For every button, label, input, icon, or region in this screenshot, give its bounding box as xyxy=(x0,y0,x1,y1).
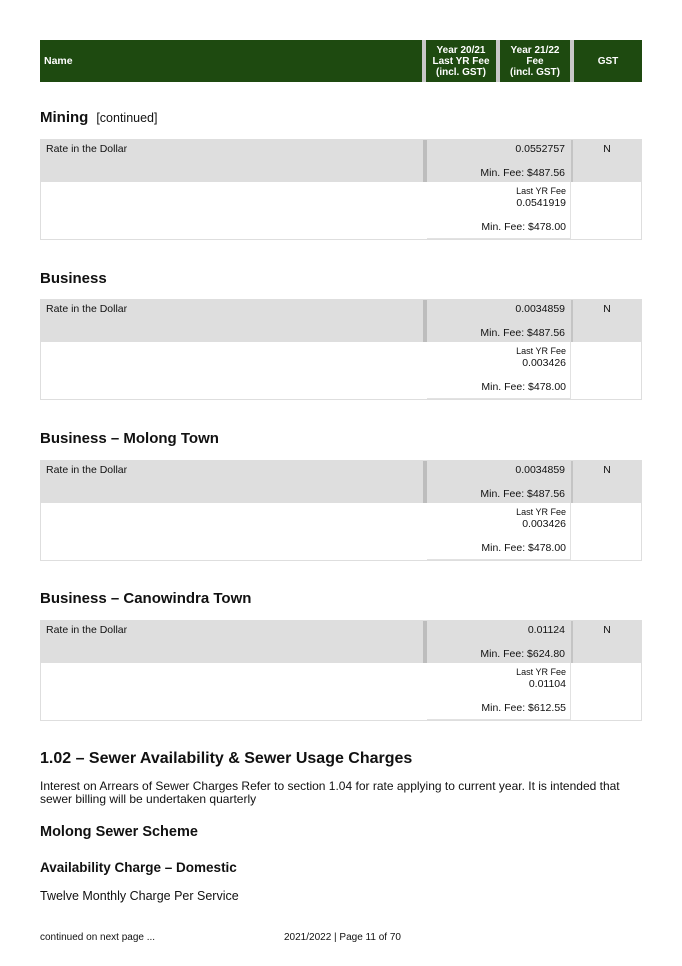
last-yr-label: Last YR Fee xyxy=(516,667,566,677)
header-col2-line2: Fee xyxy=(526,55,544,67)
last-yr-label: Last YR Fee xyxy=(516,507,566,517)
intro-paragraph: Interest on Arrears of Sewer Charges Refer to section 1.04 for rate applying to current year. It is intended that sewer billing will be undertaken quarterly xyxy=(40,779,620,806)
charge-description: Twelve Monthly Charge Per Service xyxy=(40,889,239,903)
last-yr-box xyxy=(427,182,571,239)
last-yr-value: 0.01104 xyxy=(528,678,566,690)
last-yr-min-fee: Min. Fee: $478.00 xyxy=(481,542,566,554)
header-col2-line3: (incl. GST) xyxy=(510,66,560,78)
last-yr-value: 0.003426 xyxy=(522,518,566,530)
fee-row-label: Rate in the Dollar xyxy=(46,464,128,476)
fee-value: 0.0034859 xyxy=(515,464,565,476)
fee-block-business-canowindra xyxy=(40,620,642,721)
fee-block-mining xyxy=(40,139,642,240)
column-separator xyxy=(423,621,427,663)
header-gst: GST xyxy=(597,55,619,67)
fee-row-label: Rate in the Dollar xyxy=(46,143,128,155)
table-header xyxy=(40,40,642,82)
fee-row-label: Rate in the Dollar xyxy=(46,624,128,636)
fee-min: Min. Fee: $487.56 xyxy=(480,488,565,500)
section-title-business-molong: Business – Molong Town xyxy=(40,430,219,447)
fee-value: 0.0034859 xyxy=(515,303,565,315)
last-yr-value: 0.0541919 xyxy=(516,197,566,209)
gst-flag: N xyxy=(603,624,611,636)
header-col-last-yr xyxy=(426,40,496,82)
footer-continued: continued on next page ... xyxy=(40,932,156,943)
last-yr-min-fee: Min. Fee: $478.00 xyxy=(481,221,566,233)
last-yr-label: Last YR Fee xyxy=(516,186,566,196)
last-yr-min-fee: Min. Fee: $612.55 xyxy=(481,702,566,714)
gst-flag: N xyxy=(603,464,611,476)
section-title-business-canowindra: Business – Canowindra Town xyxy=(40,590,252,607)
last-yr-box xyxy=(427,503,571,560)
section-title-text: Mining xyxy=(40,109,89,126)
last-yr-label: Last YR Fee xyxy=(516,346,566,356)
header-col1-line3: (incl. GST) xyxy=(436,66,486,78)
fee-min: Min. Fee: $624.80 xyxy=(480,648,565,660)
heading-1-02: 1.02 – Sewer Availability & Sewer Usage Charges xyxy=(40,750,413,767)
column-separator xyxy=(423,461,427,503)
fee-min: Min. Fee: $487.56 xyxy=(480,167,565,179)
fee-row-label: Rate in the Dollar xyxy=(46,303,128,315)
gst-flag: N xyxy=(603,143,611,155)
fee-value: 0.01124 xyxy=(527,624,565,636)
subheading-availability-domestic: Availability Charge – Domestic xyxy=(40,860,237,875)
section-title-suffix: [continued] xyxy=(96,111,158,125)
header-col2-line1: Year 21/22 xyxy=(510,44,560,56)
section-title-mining xyxy=(40,109,158,126)
last-yr-min-fee: Min. Fee: $478.00 xyxy=(481,381,566,393)
header-col-current xyxy=(500,40,570,82)
column-separator xyxy=(423,140,427,182)
header-name: Name xyxy=(44,54,73,67)
gst-flag: N xyxy=(603,303,611,315)
fee-block-business xyxy=(40,299,642,400)
header-col1-line1: Year 20/21 xyxy=(436,44,486,56)
section-title-business: Business xyxy=(40,270,107,287)
last-yr-box xyxy=(427,663,571,720)
header-col1-line2: Last YR Fee xyxy=(432,55,490,67)
subheading-molong-sewer: Molong Sewer Scheme xyxy=(40,824,198,840)
last-yr-box xyxy=(427,342,571,399)
fee-min: Min. Fee: $487.56 xyxy=(480,327,565,339)
last-yr-value: 0.003426 xyxy=(522,357,566,369)
footer-page-number: 2021/2022 | Page 11 of 70 xyxy=(284,932,401,943)
fee-block-business-molong xyxy=(40,460,642,561)
column-separator xyxy=(423,300,427,342)
fee-value: 0.0552757 xyxy=(515,143,565,155)
